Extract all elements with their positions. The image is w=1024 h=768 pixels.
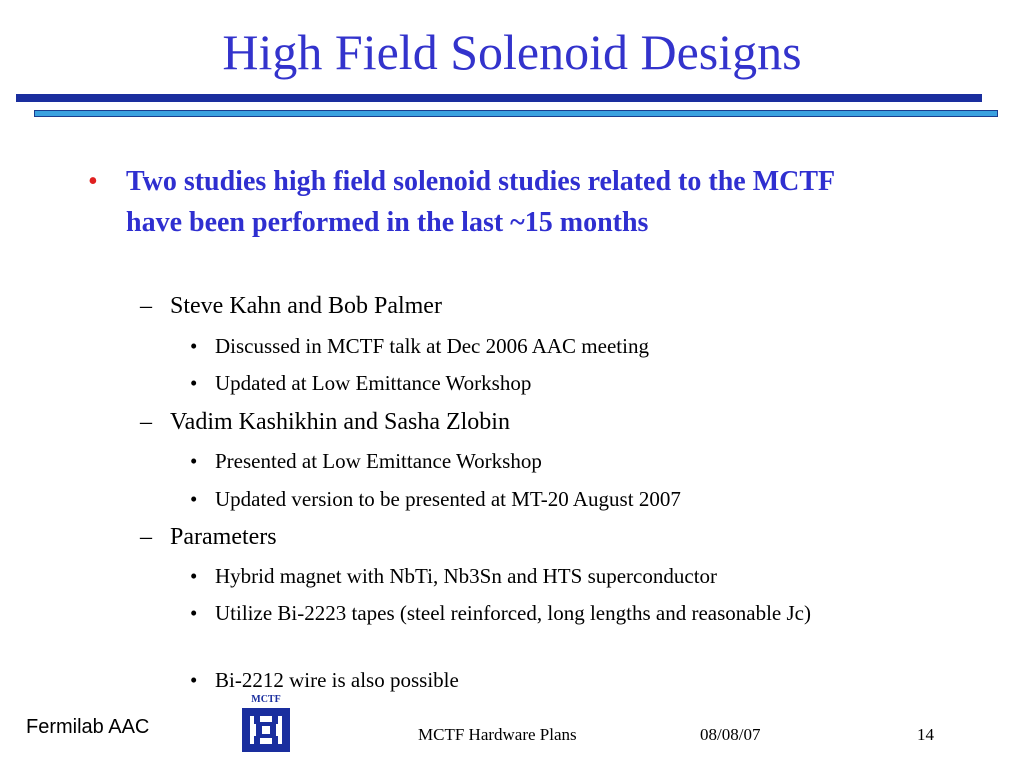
- group-heading-parameters: Parameters: [170, 524, 277, 550]
- sub-bullet-dot: •: [190, 564, 198, 588]
- group-dash: –: [140, 524, 152, 550]
- group-heading-kahn-palmer: Steve Kahn and Bob Palmer: [170, 293, 442, 319]
- main-bullet-text: Two studies high field solenoid studies related to the MCTF have been performed in the last ~15 months: [126, 166, 835, 238]
- group-dash: –: [140, 409, 152, 435]
- fermilab-logo-icon: [240, 694, 292, 754]
- sub-bullet-item: Updated at Low Emittance Workshop: [215, 371, 532, 395]
- sub-bullet-item: Utilize Bi-2223 tapes (steel reinforced, long lengths and reasonable Jc): [215, 601, 811, 625]
- group-dash: –: [140, 293, 152, 319]
- sub-bullet-dot: •: [190, 449, 198, 473]
- sub-bullet-item: Discussed in MCTF talk at Dec 2006 AAC meeting: [215, 334, 649, 358]
- title-rule-thin: [34, 110, 998, 117]
- sub-bullet-item: Updated version to be presented at MT-20 August 2007: [215, 487, 681, 511]
- slide-title: High Field Solenoid Designs: [222, 24, 802, 80]
- sub-bullet-dot: •: [190, 371, 198, 395]
- sub-bullet-dot: •: [190, 487, 198, 511]
- footer-organization: Fermilab AAC: [26, 716, 150, 738]
- sub-bullet-dot: •: [190, 601, 198, 625]
- main-bullet-marker: •: [88, 166, 98, 197]
- sub-bullet-item: Hybrid magnet with NbTi, Nb3Sn and HTS superconductor: [215, 564, 718, 588]
- group-heading-kashikhin-zlobin: Vadim Kashikhin and Sasha Zlobin: [170, 409, 510, 435]
- logo-label: MCTF: [251, 694, 281, 705]
- footer-page-number: 14: [917, 725, 934, 744]
- footer-presentation-title: MCTF Hardware Plans: [418, 725, 577, 744]
- title-rule-thick: [16, 94, 982, 102]
- footer-date: 08/08/07: [700, 725, 761, 744]
- sub-bullet-item: Presented at Low Emittance Workshop: [215, 449, 542, 473]
- sub-bullet-dot: •: [190, 334, 198, 358]
- sub-bullet-item: Bi-2212 wire is also possible: [215, 668, 459, 692]
- sub-bullet-dot: •: [190, 668, 198, 692]
